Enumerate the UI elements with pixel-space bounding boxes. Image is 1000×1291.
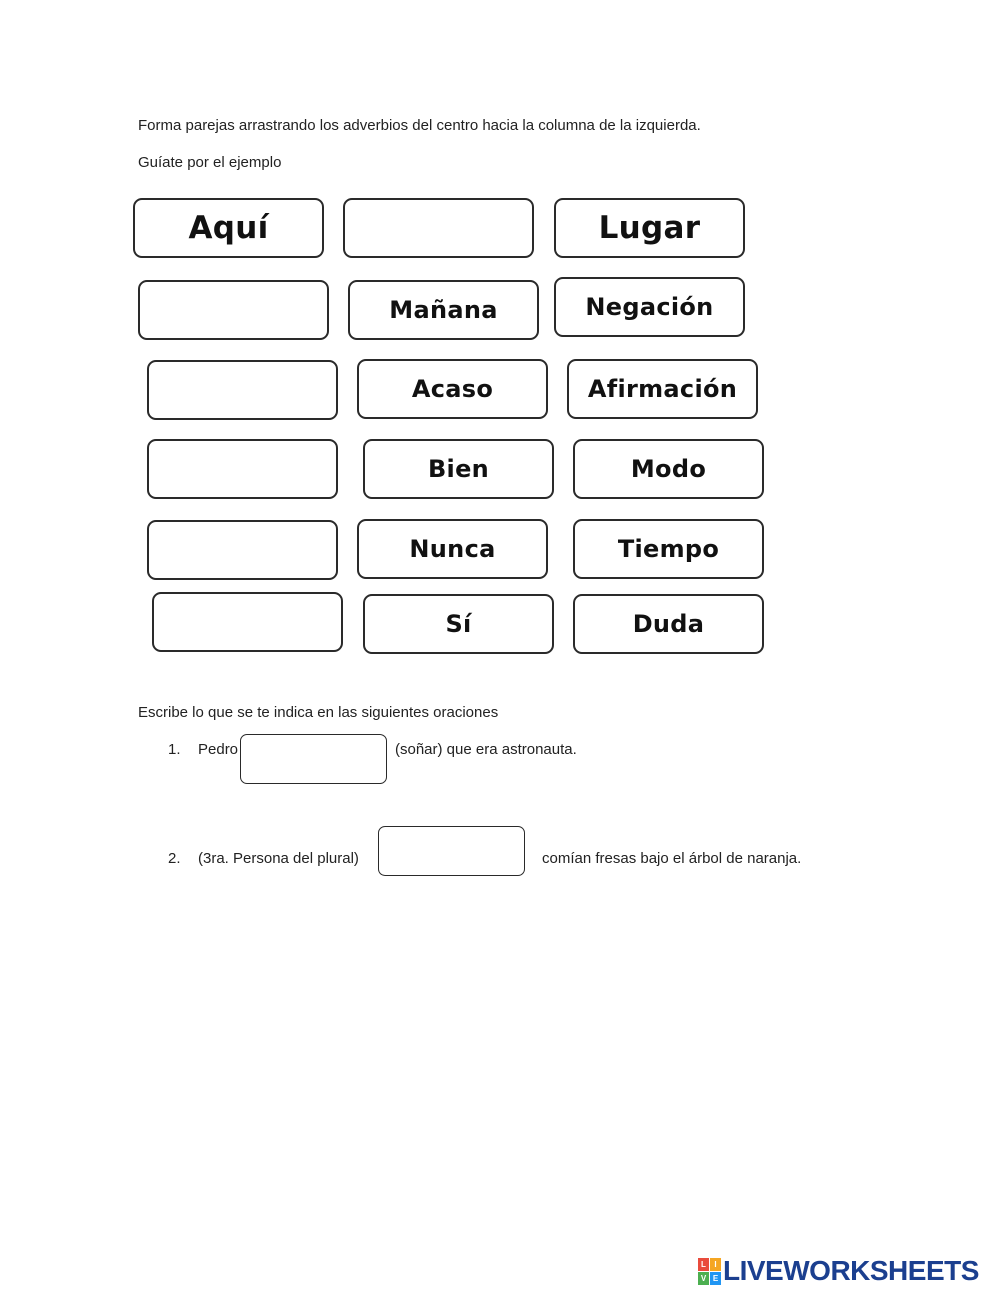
draggable-adverb-manana[interactable]: Mañana: [348, 280, 539, 340]
category-tiempo: Tiempo: [573, 519, 764, 579]
logo-mark-letter: I: [710, 1258, 721, 1271]
drop-target-4[interactable]: [147, 439, 338, 499]
draggable-adverb-bien[interactable]: Bien: [363, 439, 554, 499]
logo-mark-letter: L: [698, 1258, 709, 1271]
draggable-adverb-si[interactable]: Sí: [363, 594, 554, 654]
sentence-1-after: (soñar) que era astronauta.: [395, 741, 577, 758]
sentence-2-answer-input[interactable]: [378, 826, 525, 876]
liveworksheets-logo-text: LIVEWORKSHEETS: [723, 1255, 979, 1286]
category-afirmacion: Afirmación: [567, 359, 758, 419]
drop-target-3[interactable]: [147, 360, 338, 420]
category-modo: Modo: [573, 439, 764, 499]
logo-mark-letter: E: [710, 1272, 721, 1285]
category-duda: Duda: [573, 594, 764, 654]
category-lugar: Lugar: [554, 198, 745, 258]
section2-title: Escribe lo que se te indica en las siguientes oraciones: [138, 704, 499, 721]
drop-target-2[interactable]: [138, 280, 329, 340]
instruction-line-2: Guíate por el ejemplo: [138, 154, 282, 171]
liveworksheets-logo-icon: [698, 1258, 720, 1284]
sentence-1-answer-input[interactable]: [240, 734, 387, 784]
sentence-1-before: Pedro: [198, 741, 239, 758]
draggable-adverb-nunca[interactable]: Nunca: [357, 519, 548, 579]
category-negacion: Negación: [554, 277, 745, 337]
drop-target-5[interactable]: [147, 520, 338, 580]
sentence-2-after: comían fresas bajo el árbol de naranja.: [542, 850, 802, 867]
sentence-2-number: 2.: [168, 850, 181, 867]
example-adverb-box: Aquí: [133, 198, 324, 258]
drop-target-1[interactable]: [343, 198, 534, 258]
logo-mark-letter: V: [698, 1272, 709, 1285]
drop-target-6[interactable]: [152, 592, 343, 652]
instruction-line-1: Forma parejas arrastrando los adverbios del centro hacia la columna de la izquierda.: [138, 117, 701, 134]
draggable-adverb-acaso[interactable]: Acaso: [357, 359, 548, 419]
sentence-1-number: 1.: [168, 741, 181, 758]
liveworksheets-logo: [698, 1254, 979, 1288]
sentence-2-before: (3ra. Persona del plural): [198, 850, 359, 867]
